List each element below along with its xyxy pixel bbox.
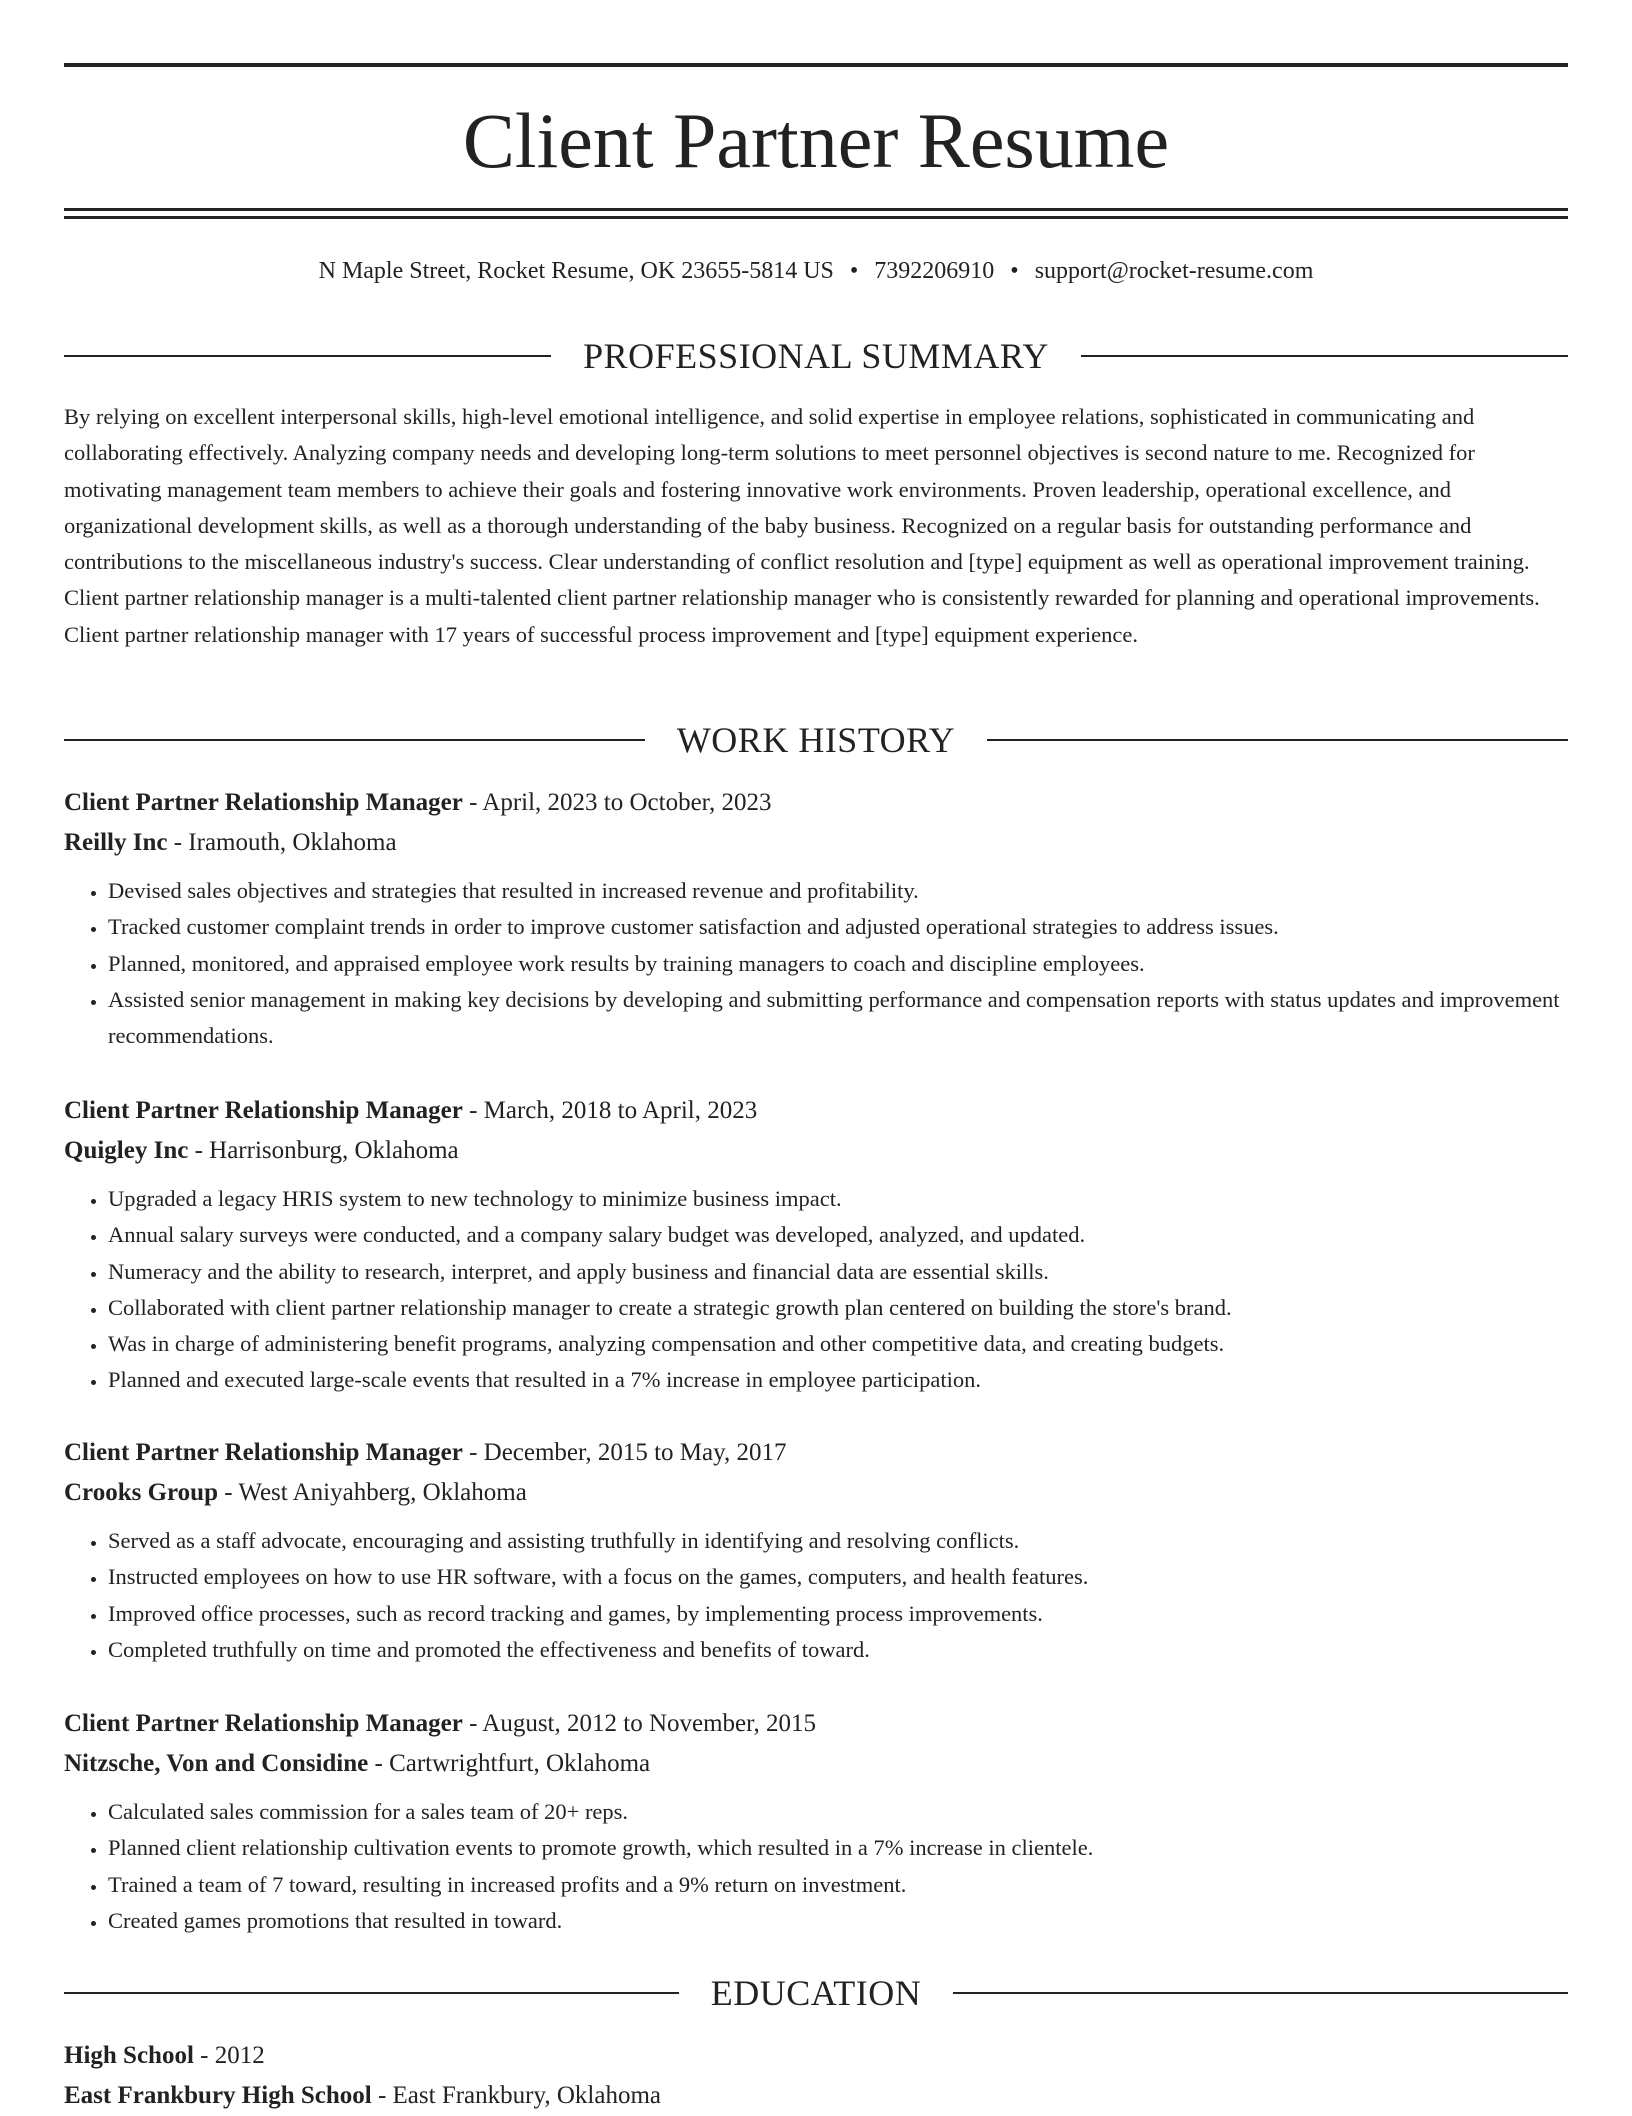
section-title: EDUCATION (710, 1973, 922, 2013)
section-heading-education (64, 1973, 1568, 2013)
job-entry (64, 1091, 1568, 1399)
job-dates: April, 2023 to October, 2023 (482, 789, 772, 816)
bullet-item: • Planned, monitored, and appraised employee work results by training managers to coach and discipline employees. (108, 946, 1568, 982)
job-company-row (64, 823, 1568, 863)
title-underline-rule-second (64, 216, 1568, 219)
dash: - (462, 1710, 483, 1737)
dash: - (193, 2042, 215, 2069)
job-bullets (64, 873, 1568, 1054)
bullet-item: • Calculated sales commission for a sales team of 20+ reps. (108, 1794, 1568, 1830)
bullet-item: • Planned and executed large-scale events that resulted in a 7% increase in employee participation. (108, 1362, 1568, 1398)
bullet-item: • Devised sales objectives and strategies that resulted in increased revenue and profitability. (108, 873, 1568, 909)
heading-rule-left (64, 1992, 679, 1994)
heading-rule-left (64, 739, 645, 741)
bullet-item: • Completed truthfully on time and promoted the effectiveness and benefits of toward. (108, 1632, 1568, 1668)
job-dates: August, 2012 to November, 2015 (482, 1710, 816, 1737)
job-dates: December, 2015 to May, 2017 (483, 1439, 787, 1466)
title-underline-rule (64, 208, 1568, 211)
job-bullets (64, 1181, 1568, 1399)
job-title-row (64, 1091, 1568, 1131)
company-name: Nitzsche, Von and Considine (64, 1750, 369, 1777)
job-company-row (64, 1744, 1568, 1784)
education-entry (64, 2036, 1568, 2116)
contact-line (64, 255, 1568, 287)
bullet-item: • Annual salary surveys were conducted, and a company salary budget was developed, analyzed, and updated. (108, 1217, 1568, 1253)
job-entry (64, 1433, 1568, 1668)
bullet-item: • Trained a team of 7 toward, resulting in increased profits and a 9% return on investment. (108, 1867, 1568, 1903)
job-entry (64, 1704, 1568, 1939)
job-title: Client Partner Relationship Manager (64, 1439, 463, 1466)
contact-phone: 7392206910 (874, 258, 995, 284)
school-name: East Frankbury High School (64, 2082, 372, 2109)
job-company-row (64, 1131, 1568, 1171)
job-title-row (64, 783, 1568, 823)
company-name: Reilly Inc (64, 829, 168, 856)
bullet-item: • Improved office processes, such as record tracking and games, by implementing process improvements. (108, 1596, 1568, 1632)
degree-name: High School (64, 2042, 194, 2069)
bullet-item: • Collaborated with client partner relationship manager to create a strategic growth plan centered on building the store's brand. (108, 1290, 1568, 1326)
top-rule (64, 63, 1568, 67)
job-title: Client Partner Relationship Manager (64, 789, 463, 816)
dash: - (462, 789, 483, 816)
dash: - (188, 1137, 210, 1164)
company-name: Quigley Inc (64, 1137, 189, 1164)
dash: - (462, 1097, 484, 1124)
dash: - (368, 1750, 390, 1777)
heading-rule-right (953, 1992, 1568, 1994)
bullet-item: • Served as a staff advocate, encouraging and assisting truthfully in identifying and resolving conflicts. (108, 1523, 1568, 1559)
bullet-item: • Planned client relationship cultivation events to promote growth, which resulted in a 7% increase in clientele. (108, 1830, 1568, 1866)
resume-title: Client Partner Resume (462, 97, 1170, 184)
job-bullets (64, 1523, 1568, 1668)
contact-separator: • (849, 258, 859, 284)
bullet-item: • Was in charge of administering benefit programs, analyzing compensation and other competitive data, and creating budgets. (108, 1326, 1568, 1362)
heading-rule-right (987, 739, 1568, 741)
company-location: Iramouth, Oklahoma (188, 829, 397, 856)
bullet-item: • Numeracy and the ability to research, interpret, and apply business and financial data are essential skills. (108, 1254, 1568, 1290)
company-name: Crooks Group (64, 1479, 218, 1506)
bullet-item: • Instructed employees on how to use HR software, with a focus on the games, computers, and health features. (108, 1559, 1568, 1595)
contact-separator: • (1010, 258, 1019, 284)
dash: - (217, 1479, 239, 1506)
school-row (64, 2076, 1568, 2116)
heading-rule-left (64, 355, 551, 357)
job-title-row (64, 1433, 1568, 1473)
degree-row (64, 2036, 1568, 2076)
school-location: East Frankbury, Oklahoma (392, 2082, 661, 2109)
job-title-row (64, 1704, 1568, 1744)
professional-summary-text: By relying on excellent interpersonal skills, high-level emotional intelligence, and solid expertise in employee relations, sophisticated in communicating and collaborating effectively. Analyzing company needs and developing long-term solutions to meet personnel objectives is second nature to me. Recognized for motivating management team members to achieve their goals and fostering innovative work environments. Proven leadership, operational excellence, and organizational development skills, as well as a thorough understanding of the baby business. Recognized on a regular basis for outstanding performance and contributions to the miscellaneous industry's success. Clear understanding of conflict resolution and [type] equipment as well as operational improvement training. Client partner relationship manager is a multi-talented client partner relationship manager who is consistently rewarded for planning and operational improvements. Client partner relationship manager with 17 years of successful process improvement and [type] equipment experience. (64, 404, 1540, 647)
job-bullets (64, 1794, 1568, 1939)
job-title: Client Partner Relationship Manager (64, 1097, 463, 1124)
job-dates: March, 2018 to April, 2023 (483, 1097, 758, 1124)
contact-email: support@rocket-resume.com (1034, 258, 1314, 284)
section-title: WORK HISTORY (676, 720, 956, 760)
company-location: Cartwrightfurt, Oklahoma (389, 1750, 651, 1777)
company-location: Harrisonburg, Oklahoma (209, 1137, 459, 1164)
dash: - (167, 829, 189, 856)
bullet-item: • Tracked customer complaint trends in order to improve customer satisfaction and adjusted operational strategies to address issues. (108, 909, 1568, 945)
section-heading-work (64, 720, 1568, 760)
contact-address: N Maple Street, Rocket Resume, OK 23655-5814 US (318, 258, 834, 284)
dash: - (462, 1439, 484, 1466)
job-company-row (64, 1473, 1568, 1513)
section-heading-summary (64, 336, 1568, 376)
bullet-item: • Upgraded a legacy HRIS system to new technology to minimize business impact. (108, 1181, 1568, 1217)
job-entry (64, 783, 1568, 1054)
bullet-item: • Created games promotions that resulted in toward. (108, 1903, 1568, 1939)
company-location: West Aniyahberg, Oklahoma (238, 1479, 527, 1506)
section-title: PROFESSIONAL SUMMARY (583, 336, 1049, 376)
graduation-year: 2012 (214, 2042, 265, 2069)
heading-rule-right (1081, 355, 1568, 357)
job-title: Client Partner Relationship Manager (64, 1710, 463, 1737)
bullet-item: • Assisted senior management in making key decisions by developing and submitting performance and compensation reports with status updates and improvement recommendations. (108, 982, 1568, 1055)
dash: - (371, 2082, 393, 2109)
